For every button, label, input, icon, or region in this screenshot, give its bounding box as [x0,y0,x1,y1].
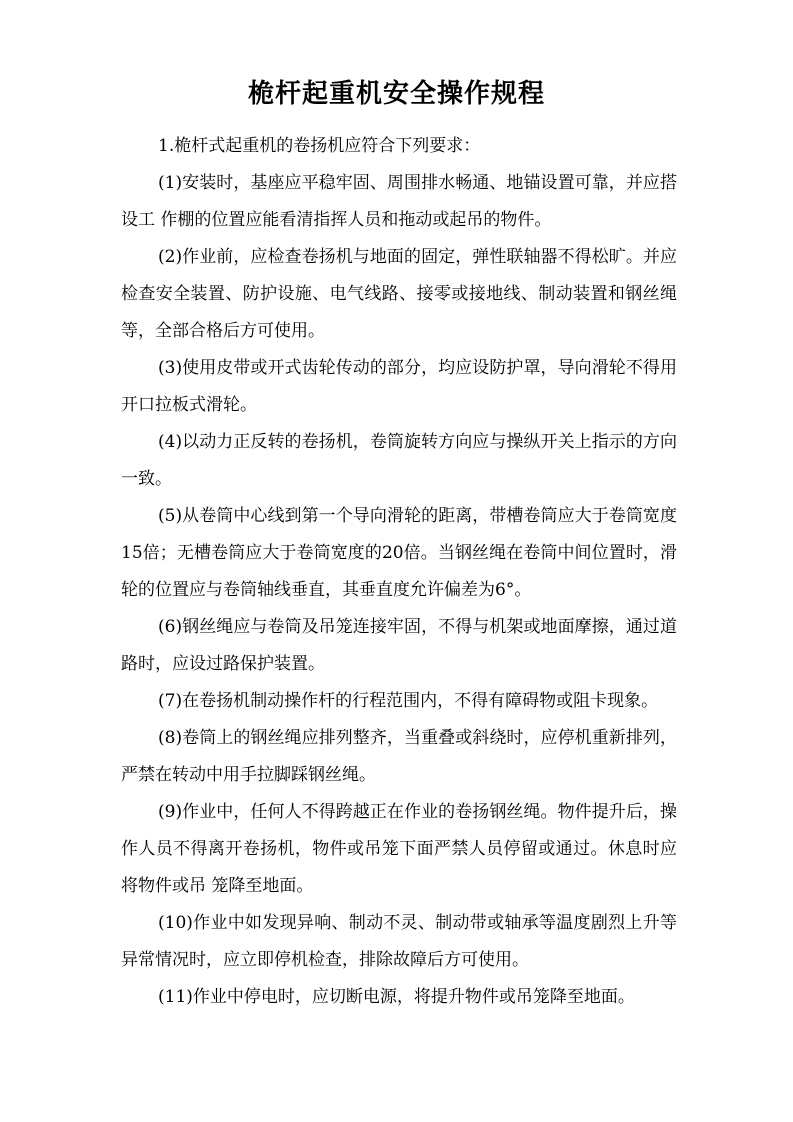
paragraph-item-10: (10)作业中如发现异响、制动不灵、制动带或轴承等温度剧烈上升等异常情况时，应立即停机检查，排除故障后方可使用。 [121,913,677,970]
paragraph-item-2: (2)作业前，应检查卷扬机与地面的固定，弹性联轴器不得松旷。并应检查安全装置、防护设施、电气线路、接零或接地线、制动装置和钢丝绳等，全部合格后方可使用。 [121,247,677,341]
page-title: 桅杆起重机安全操作规程 [247,79,545,109]
paragraph-intro: 1.桅杆式起重机的卷扬机应符合下列要求： [158,136,481,156]
document-body [121,128,677,1016]
paragraph-item-4: (4)以动力正反转的卷扬机，卷筒旋转方向应与操纵开关上指示的方向一致。 [121,432,677,489]
paragraph-item-8: (8)卷筒上的钢丝绳应排列整齐，当重叠或斜绕时，应停机重新排列，严禁在转动中用手拉脚踩钢丝绳。 [121,728,677,785]
paragraph-item-5: (5)从卷筒中心线到第一个导向滑轮的距离，带槽卷筒应大于卷筒宽度15倍；无槽卷筒应大于卷筒宽度的20倍。当钢丝绳在卷筒中间位置时，滑轮的位置应与卷筒轴线垂直，其垂直度允许偏差为6°。 [121,506,677,600]
paragraph-item-7: (7)在卷扬机制动操作杆的行程范围内，不得有障碍物或阻卡现象。 [158,691,659,711]
paragraph-item-6: (6)钢丝绳应与卷筒及吊笼连接牢固，不得与机架或地面摩擦，通过道路时，应设过路保护装置。 [121,617,677,674]
paragraph-item-1: (1)安装时，基座应平稳牢固、周围排水畅通、地锚设置可靠，并应搭设工 作棚的位置应能看清指挥人员和拖动或起吊的物件。 [121,173,677,230]
paragraph-item-9: (9)作业中，任何人不得跨越正在作业的卷扬钢丝绳。物件提升后，操作人员不得离开卷扬机，物件或吊笼下面严禁人员停留或通过。休息时应将物件或吊 笼降至地面。 [121,802,677,896]
paragraph-item-11: (11)作业中停电时，应切断电源，将提升物件或吊笼降至地面。 [158,987,635,1007]
paragraph-item-3: (3)使用皮带或开式齿轮传动的部分，均应设防护罩，导向滑轮不得用开口拉板式滑轮。 [121,358,677,415]
